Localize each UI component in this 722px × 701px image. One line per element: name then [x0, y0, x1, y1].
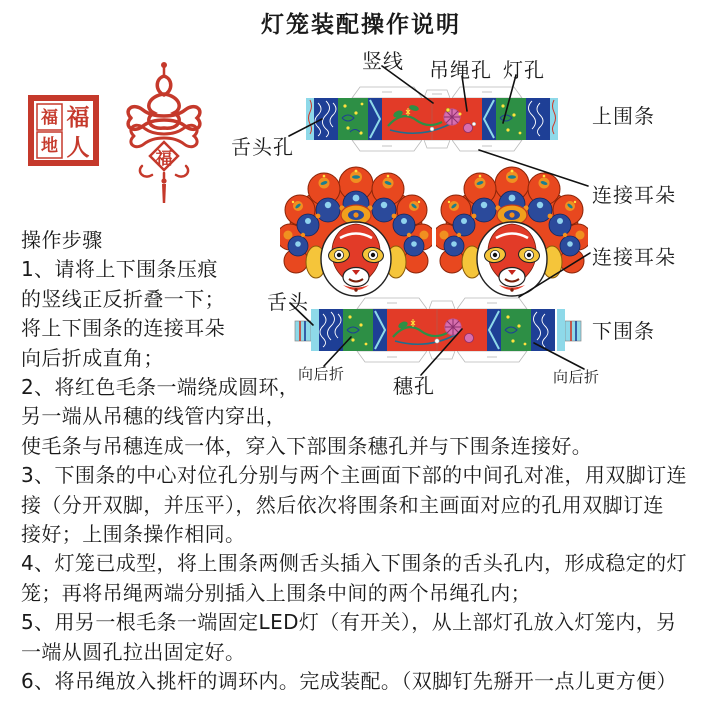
label-rope-hole: 吊绳孔: [429, 58, 492, 82]
label-connect-ear-2: 连接耳朵: [592, 245, 676, 269]
seal-char-di: 地: [41, 136, 58, 156]
knot-fu-char: 福: [155, 149, 173, 169]
steps-text: [21, 226, 716, 697]
step-line: 4、灯笼已成型，将上围条两侧舌头插入下围条的舌头孔内，形成稳定的灯: [21, 551, 687, 576]
step-line: 笼；再将吊绳两端分别插入上围条中间的两个吊绳孔内；: [21, 580, 531, 605]
label-tongue: 舌头: [267, 290, 309, 314]
page-title: 灯笼装配操作说明: [261, 12, 461, 38]
seal-char-fu1: 福: [41, 108, 58, 128]
seal-char-fu2: 福: [66, 105, 90, 131]
step-line: 6、将吊绳放入挑杆的调环内。完成装配。（双脚钉先掰开一点儿更方便）: [21, 669, 677, 694]
label-fold-back-left: 向后折: [298, 365, 345, 383]
label-tassel-hole: 穗孔: [393, 374, 435, 398]
label-fold-back-right: 向后折: [553, 368, 600, 386]
step-line: 另一端从吊穗的线管内穿出，: [21, 404, 287, 429]
label-lamp-hole: 灯孔: [503, 58, 545, 82]
step-line: 的竖线正反折叠一下；: [21, 286, 225, 311]
label-connect-ear-1: 连接耳朵: [592, 183, 676, 207]
step-line: 向后折成直角；: [21, 345, 164, 370]
step-line: 5、用另一根毛条一端固定LED灯（有开关），从上部灯孔放入灯笼内，另: [21, 610, 677, 635]
step-line: 1、请将上下围条压痕: [21, 257, 218, 282]
label-upper-strip: 上围条: [592, 104, 655, 128]
step-line: 使毛条与吊穗连成一体，穿入下部围条穗孔并与下围条连接好。: [21, 433, 593, 458]
label-vertical-line: 竖线: [362, 49, 404, 73]
seal-char-ren: 人: [66, 135, 90, 161]
step-line: 接（分开双脚，并压平），然后依次将围条和主画面对应的孔用双脚订连: [21, 492, 664, 517]
step-line: 一端从圆孔拉出固定好。: [21, 639, 246, 664]
label-tongue-hole: 舌头孔: [231, 135, 294, 159]
step-line: 接好；上围条操作相同。: [21, 522, 246, 547]
steps-heading: 操作步骤: [21, 228, 103, 252]
step-line: 将上下围条的连接耳朵: [21, 316, 225, 341]
step-line: 3、下围条的中心对位孔分别与两个主画面下部的中间孔对准，用双脚订连: [21, 463, 687, 488]
label-lower-strip: 下围条: [592, 319, 655, 343]
step-line: 2、将红色毛条一端绕成圆环，: [21, 375, 300, 400]
